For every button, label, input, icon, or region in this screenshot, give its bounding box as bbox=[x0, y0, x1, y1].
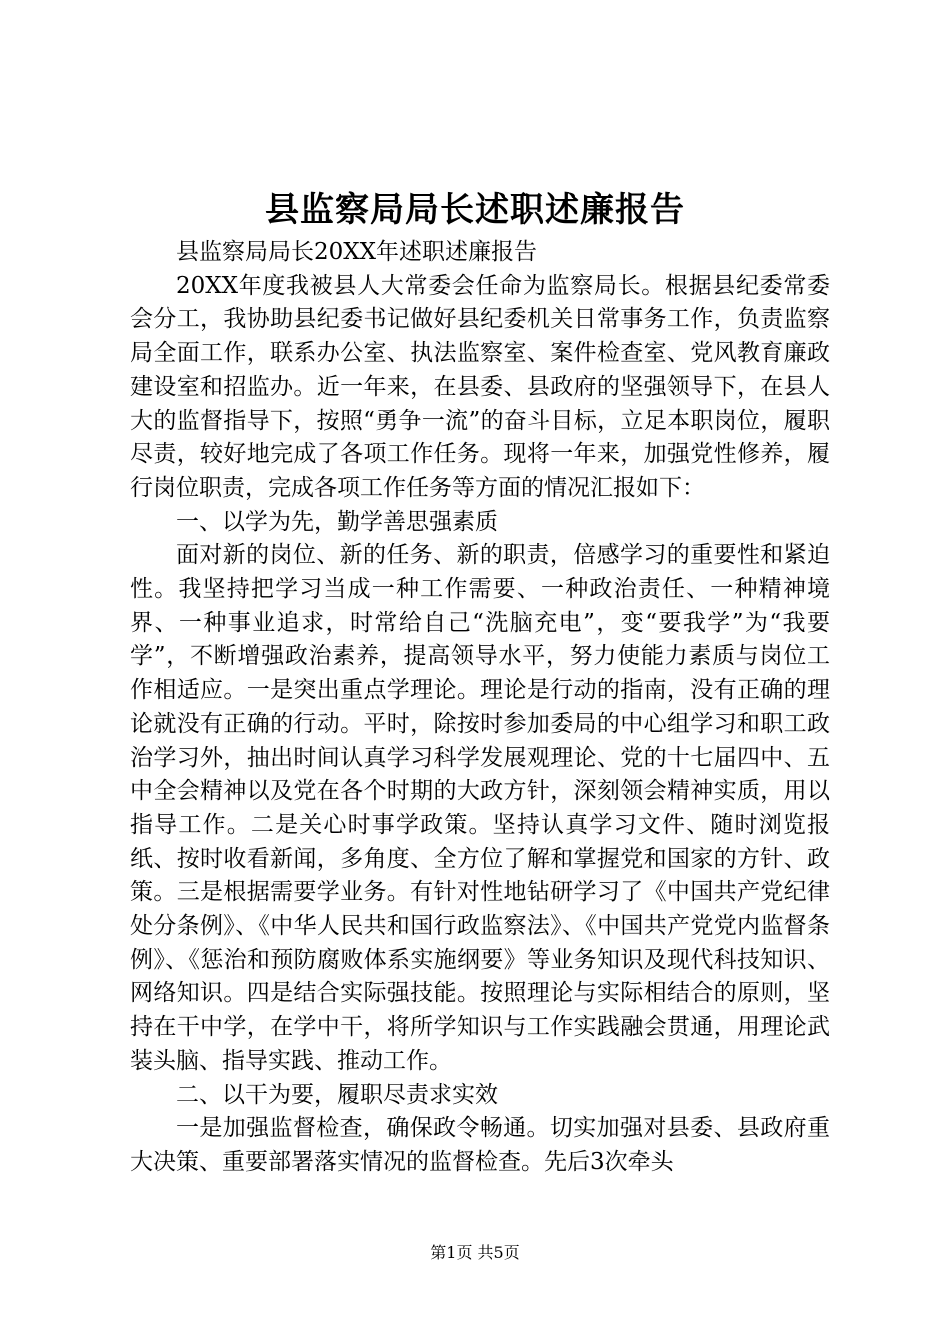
paragraph-intro: 20XX年度我被县人大常委会任命为监察局长。根据县纪委常委会分工，我协助县纪委书记做好县纪委机关日常事务工作，负责监察局全面工作，联系办公室、执法监察室、案件检查室、党风教育廉政建设室和招监办。近一年来，在县委、县政府的坚强领导下，在县人大的监督指导下，按照“勇争一流”的奋斗目标，立足本职岗位，履职尽责，较好地完成了各项工作任务。现将一年来，加强党性修养，履行岗位职责，完成各项工作任务等方面的情况汇报如下： bbox=[130, 272, 830, 501]
document-title: 县监察局局长述职述廉报告 bbox=[265, 190, 685, 230]
paragraph-supervision: 一是加强监督检查，确保政令畅通。切实加强对县委、县政府重大决策、重要部署落实情况的监督检查。先后3次牵头 bbox=[130, 1115, 830, 1175]
paragraph-study: 面对新的岗位、新的任务、新的职责，倍感学习的重要性和紧迫性。我坚持把学习当成一种工作需要、一种政治责任、一种精神境界、一种事业追求，时常给自己“洗脑充电”，变“要我学”为“我要学”，不断增强政治素养，提高领导水平，努力使能力素质与岗位工作相适应。一是突出重点学理论。理论是行动的指南，没有正确的理论就没有正确的行动。平时，除按时参加委局的中心组学习和职工政治学习外，抽出时间认真学习科学发展观理论、党的十七届四中、五中全会精神以及党在各个时期的大政方针，深刻领会精神实质，用以指导工作。二是关心时事学政策。坚持认真学习文件、随时浏览报纸、按时收看新闻，多角度、全方位了解和掌握党和国家的方针、政策。三是根据需要学业务。有针对性地钻研学习了《中国共产党纪律处分条例》、《中华人民共和国行政监察法》、《中国共产党党内监督条例》、《惩治和预防腐败体系实施纲要》等业务知识及现代科技知识、网络知识。四是结合实际强技能。按照理论与实际相结合的原则，坚持在干中学，在学中干，将所学知识与工作实践融会贯通，用理论武装头脑、指导实践、推动工作。 bbox=[130, 542, 830, 1074]
page-number: 第1页 共5页 bbox=[430, 1243, 520, 1262]
document-body bbox=[130, 236, 830, 1180]
section-heading-1: 一、以学为先，勤学善思强素质 bbox=[176, 508, 498, 535]
section-heading-2: 二、以干为要，履职尽责求实效 bbox=[176, 1081, 498, 1108]
paragraph-subtitle: 县监察局局长20XX年述职述廉报告 bbox=[176, 239, 538, 265]
